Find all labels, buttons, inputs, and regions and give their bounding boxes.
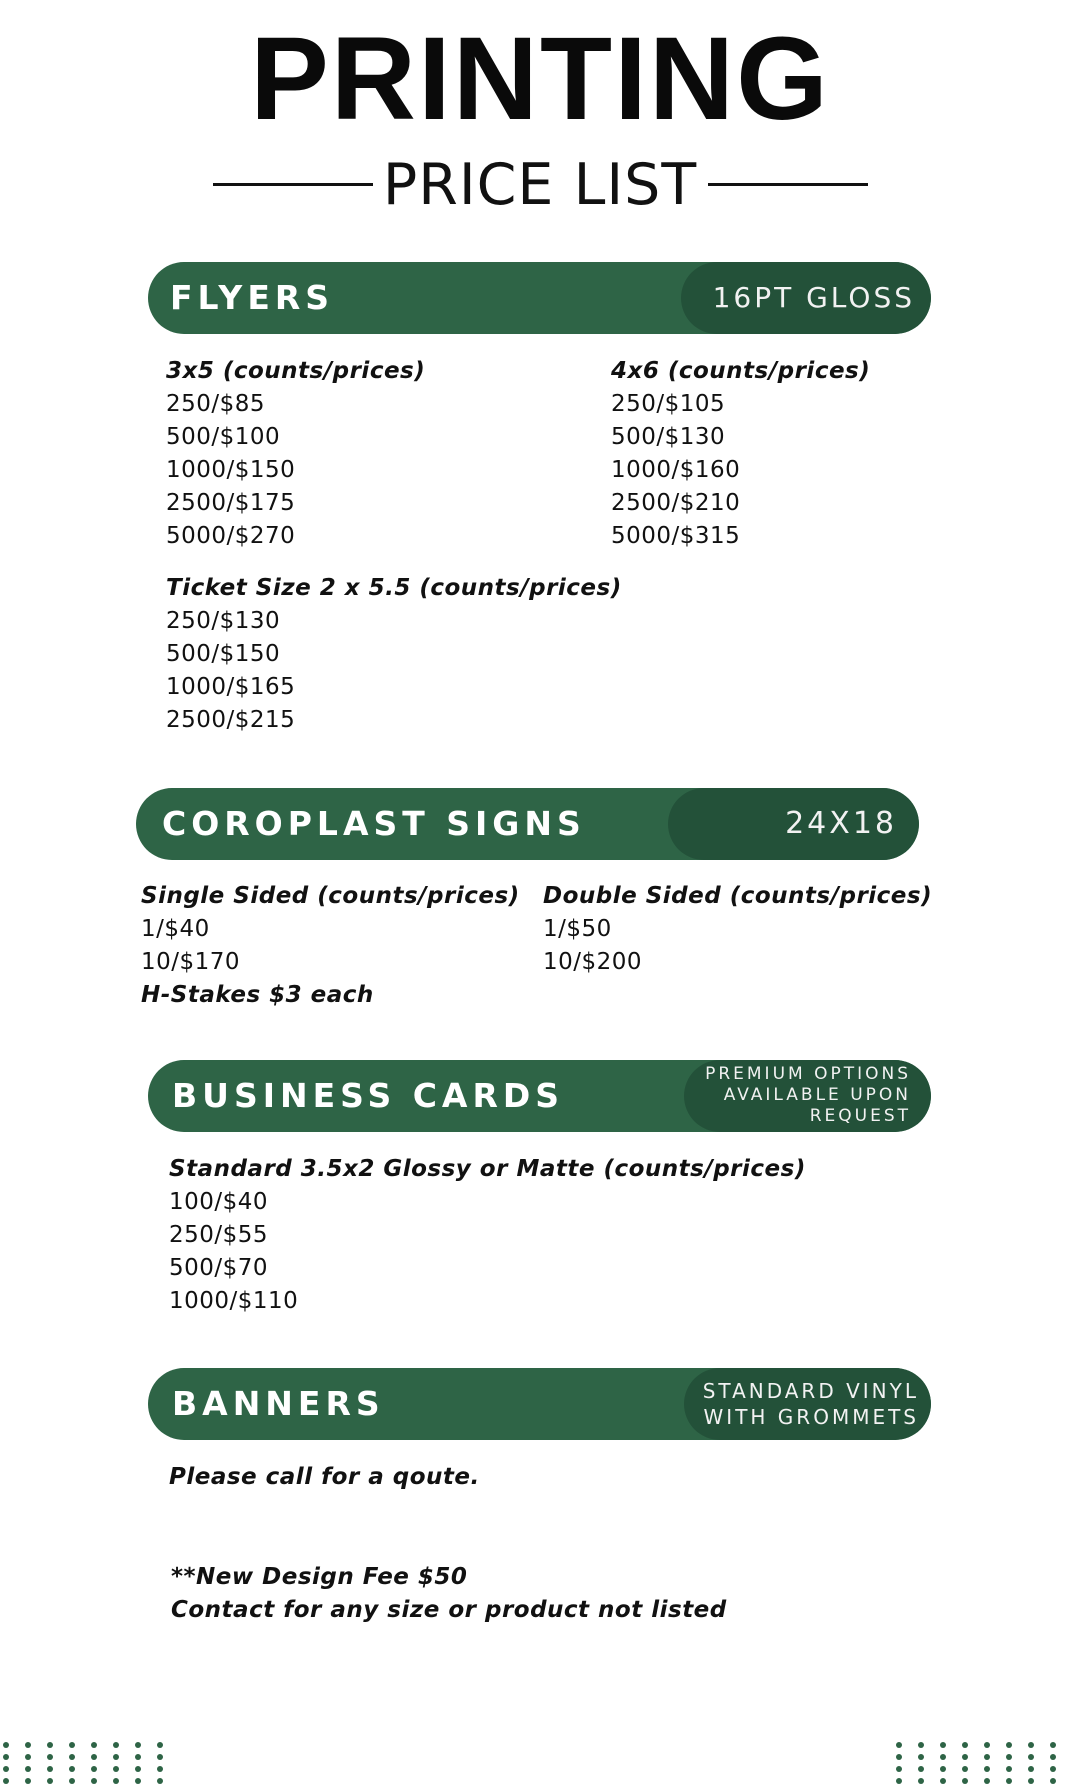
decorative-dot — [984, 1778, 990, 1784]
business-cards-tag-line: PREMIUM OPTIONS — [705, 1064, 911, 1084]
coroplast-note: H-Stakes $3 each — [141, 982, 374, 1008]
decorative-dot — [1006, 1742, 1012, 1748]
design-fee-note: **New Design Fee $50 — [171, 1564, 468, 1590]
decorative-dot — [157, 1742, 163, 1748]
decorative-dot — [113, 1766, 119, 1772]
flyers-ticket-list — [166, 572, 866, 737]
decorative-dot — [1006, 1766, 1012, 1772]
decorative-dot — [962, 1778, 968, 1784]
business-cards-title: BUSINESS CARDS — [172, 1076, 565, 1115]
decorative-dot — [135, 1742, 141, 1748]
decorative-dot — [896, 1742, 902, 1748]
decorative-dot — [47, 1778, 53, 1784]
decorative-dot — [47, 1742, 53, 1748]
list-item: 5000/$270 — [166, 523, 296, 549]
decorative-dot — [135, 1754, 141, 1760]
list-item: 1000/$165 — [166, 674, 296, 700]
decorative-dot — [1050, 1766, 1056, 1772]
banners-header — [148, 1368, 931, 1440]
list-item: 2500/$175 — [166, 490, 296, 516]
decorative-dot — [91, 1778, 97, 1784]
subtitle-row — [0, 150, 1080, 220]
decorative-dot — [1028, 1754, 1034, 1760]
business-cards-list — [169, 1153, 969, 1318]
decorative-dot — [984, 1754, 990, 1760]
flyers-title: FLYERS — [170, 278, 335, 317]
list-item: 2500/$215 — [166, 707, 296, 733]
flyers-header — [148, 262, 931, 334]
list-item: 10/$200 — [543, 949, 643, 975]
banners-title: BANNERS — [172, 1384, 385, 1423]
business-cards-tag-line: REQUEST — [809, 1106, 911, 1126]
decorative-dot — [1050, 1754, 1056, 1760]
list-item: 500/$100 — [166, 424, 281, 450]
decorative-dots-left — [0, 1736, 190, 1786]
decorative-dot — [918, 1766, 924, 1772]
list-item: 10/$170 — [141, 949, 241, 975]
decorative-dot — [896, 1766, 902, 1772]
banners-note: Please call for a qoute. — [169, 1464, 480, 1490]
decorative-dot — [135, 1766, 141, 1772]
decorative-dot — [1006, 1778, 1012, 1784]
page-subtitle: PRICE LIST — [382, 152, 698, 218]
decorative-dot — [25, 1742, 31, 1748]
decorative-dot — [91, 1766, 97, 1772]
decorative-dot — [113, 1742, 119, 1748]
decorative-dot — [3, 1778, 9, 1784]
decorative-dot — [47, 1766, 53, 1772]
list-item: 1000/$110 — [169, 1288, 299, 1314]
decorative-dot — [962, 1766, 968, 1772]
decorative-dot — [25, 1754, 31, 1760]
banners-tag-line: STANDARD VINYL — [702, 1379, 919, 1403]
decorative-dots-right — [890, 1736, 1080, 1786]
decorative-dot — [962, 1742, 968, 1748]
decorative-dot — [896, 1778, 902, 1784]
decorative-dot — [91, 1742, 97, 1748]
list-item: 250/$130 — [166, 608, 281, 634]
decorative-dot — [984, 1742, 990, 1748]
coroplast-single-list — [141, 880, 541, 1012]
decorative-dot — [157, 1778, 163, 1784]
flyers-ticket-heading: Ticket Size 2 x 5.5 (counts/prices) — [166, 575, 622, 601]
decorative-dot — [113, 1778, 119, 1784]
business-cards-tag — [684, 1060, 931, 1132]
decorative-dot — [962, 1754, 968, 1760]
decorative-dot — [69, 1778, 75, 1784]
flyers-4x6-heading: 4x6 (counts/prices) — [611, 358, 871, 384]
decorative-dot — [918, 1778, 924, 1784]
decorative-dot — [69, 1742, 75, 1748]
contact-note: Contact for any size or product not listed — [171, 1597, 727, 1623]
banners-tag-line: WITH GROMMETS — [703, 1405, 919, 1429]
coroplast-double-heading: Double Sided (counts/prices) — [543, 883, 933, 909]
decorative-dot — [1028, 1778, 1034, 1784]
footer-notes — [171, 1561, 991, 1627]
list-item: 2500/$210 — [611, 490, 741, 516]
list-item: 1000/$150 — [166, 457, 296, 483]
flyers-tag: 16PT GLOSS — [681, 262, 931, 334]
decorative-dot — [918, 1742, 924, 1748]
decorative-dot — [1028, 1742, 1034, 1748]
list-item: 1/$40 — [141, 916, 210, 942]
decorative-dot — [940, 1778, 946, 1784]
decorative-dot — [1050, 1778, 1056, 1784]
flyers-3x5-list — [166, 355, 586, 553]
list-item: 5000/$315 — [611, 523, 741, 549]
flyers-3x5-heading: 3x5 (counts/prices) — [166, 358, 426, 384]
decorative-dot — [1006, 1754, 1012, 1760]
decorative-dot — [940, 1766, 946, 1772]
coroplast-tag: 24X18 — [668, 788, 919, 860]
flyers-4x6-list — [611, 355, 1031, 553]
coroplast-title: COROPLAST SIGNS — [162, 804, 586, 843]
decorative-dot — [157, 1754, 163, 1760]
decorative-dot — [3, 1754, 9, 1760]
banners-note-block — [169, 1461, 969, 1494]
list-item: 500/$130 — [611, 424, 726, 450]
right-rule — [708, 183, 868, 186]
decorative-dot — [69, 1754, 75, 1760]
banners-tag — [684, 1368, 931, 1440]
list-item: 250/$55 — [169, 1222, 269, 1248]
decorative-dot — [3, 1766, 9, 1772]
decorative-dot — [1050, 1742, 1056, 1748]
page-title: PRINTING — [250, 13, 830, 145]
decorative-dot — [113, 1754, 119, 1760]
decorative-dot — [940, 1754, 946, 1760]
decorative-dot — [69, 1766, 75, 1772]
decorative-dot — [91, 1754, 97, 1760]
list-item: 1/$50 — [543, 916, 612, 942]
decorative-dot — [3, 1742, 9, 1748]
decorative-dot — [984, 1766, 990, 1772]
decorative-dot — [918, 1754, 924, 1760]
coroplast-double-list — [543, 880, 963, 979]
coroplast-header — [136, 788, 919, 860]
decorative-dot — [940, 1742, 946, 1748]
list-item: 250/$85 — [166, 391, 266, 417]
list-item: 500/$150 — [166, 641, 281, 667]
list-item: 500/$70 — [169, 1255, 269, 1281]
decorative-dot — [896, 1754, 902, 1760]
decorative-dot — [135, 1778, 141, 1784]
list-item: 1000/$160 — [611, 457, 741, 483]
coroplast-single-heading: Single Sided (counts/prices) — [141, 883, 520, 909]
list-item: 250/$105 — [611, 391, 726, 417]
business-cards-header — [148, 1060, 931, 1132]
decorative-dot — [47, 1754, 53, 1760]
business-cards-heading: Standard 3.5x2 Glossy or Matte (counts/prices) — [169, 1156, 806, 1182]
decorative-dot — [157, 1766, 163, 1772]
decorative-dot — [25, 1766, 31, 1772]
business-cards-tag-line: AVAILABLE UPON — [723, 1085, 911, 1105]
decorative-dot — [1028, 1766, 1034, 1772]
decorative-dot — [25, 1778, 31, 1784]
list-item: 100/$40 — [169, 1189, 269, 1215]
